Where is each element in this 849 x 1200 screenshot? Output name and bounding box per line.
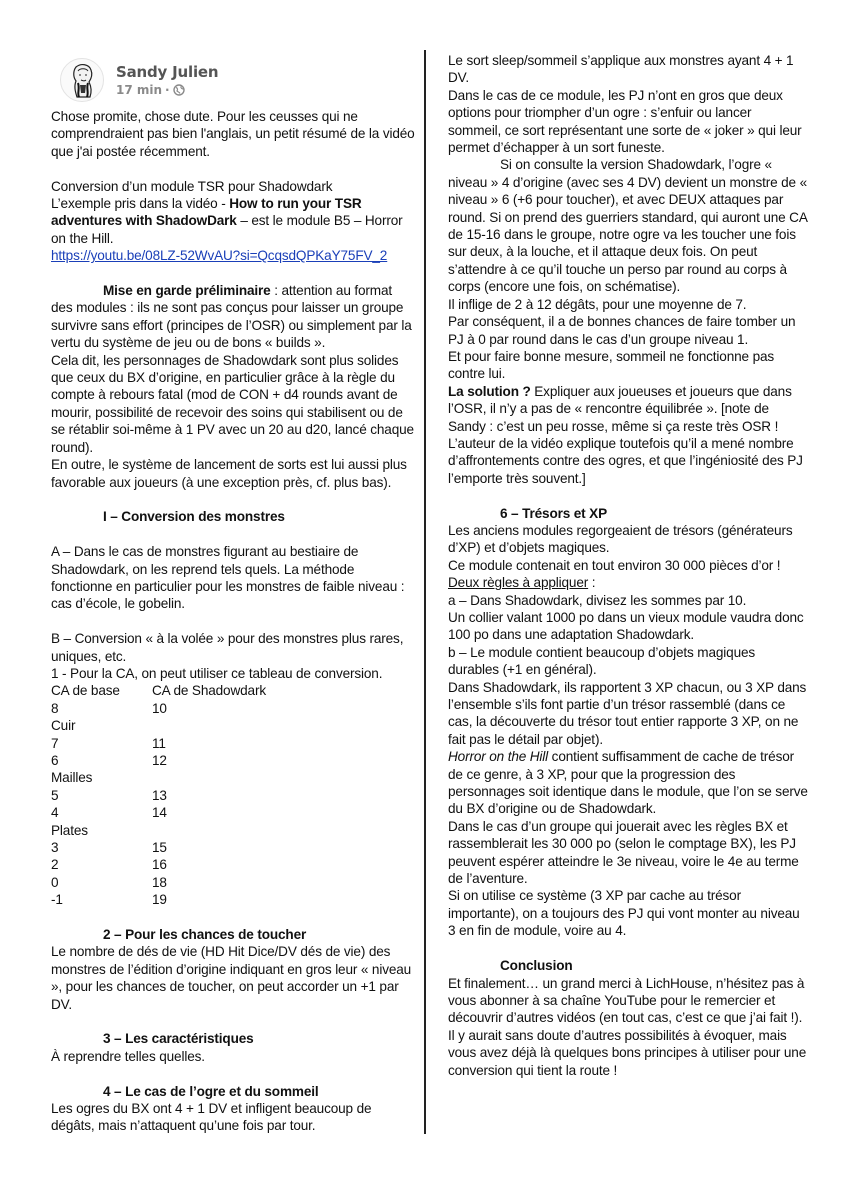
table-cell: 3 bbox=[51, 839, 59, 855]
warning-text: : attention au format des modules : ils ne sont pas conçus pour laisser un groupe survivre sans effort (principes de l’OSR) ou simplement par la vertu du système de jeu ou de bons « builds ». bbox=[51, 283, 412, 351]
consequence-paragraph: Par conséquent, il a de bonnes chances de faire tomber un PJ à 0 par round dans le cas d’un groupe niveau 1. bbox=[448, 314, 796, 347]
table-cell: 0 bbox=[51, 874, 59, 890]
table-row bbox=[51, 804, 266, 821]
author-block bbox=[116, 63, 218, 97]
rules-label-line bbox=[448, 574, 808, 591]
sleep-immunity-paragraph: Et pour faire bonne mesure, sommeil ne fonctionne pas contre lui. bbox=[448, 348, 775, 382]
conclusion-p2: Il y aurait sans doute d’autres possibilités à évoquer, mais vous avez déjà là quelques bons principes à utiliser pour une conversion qui tient la route ! bbox=[448, 1027, 807, 1078]
conclusion-p1: Et finalement… un grand merci à LichHouse, n’hésitez pas à vous abonner à sa chaîne YouTube pour le remercier et découvrir d’autres vidéos (en tout cas, c’est ce que j’ai fait !). bbox=[448, 975, 805, 1026]
table-row bbox=[51, 787, 266, 804]
rule-b-text: Dans Shadowdark, ils rapportent 3 XP chacun, ou 3 XP dans l’ensemble s’ils font partie d’un trésor rassemblé (dans ce cas, la découverte du trésor tout entier rapporte 3 XP, on ne fait pas le détail par objet). bbox=[448, 679, 807, 747]
video-reference-prefix: L’exemple pris dans la vidéo - bbox=[51, 196, 230, 212]
table-row bbox=[51, 735, 266, 752]
post-header bbox=[60, 55, 218, 105]
rules-label: Deux règles à appliquer bbox=[448, 575, 589, 591]
table-cell: 19 bbox=[152, 892, 167, 908]
rule-a: a – Dans Shadowdark, divisez les sommes par 10. bbox=[448, 592, 747, 608]
table-row bbox=[51, 752, 266, 769]
section-heading-monsters: I – Conversion des monstres bbox=[103, 509, 285, 525]
damage-paragraph: Il inflige de 2 à 12 dégâts, pour une moyenne de 7. bbox=[448, 296, 747, 312]
ca-conversion-table bbox=[51, 682, 266, 908]
solution-label: La solution ? bbox=[448, 383, 531, 399]
section-heading-ogre: 4 – Le cas de l’ogre et du sommeil bbox=[103, 1083, 319, 1099]
table-cell: 4 bbox=[51, 805, 59, 821]
table-cell: 5 bbox=[51, 787, 59, 803]
survival-paragraph: Cela dit, les personnages de Shadowdark sont plus solides que ceux du BX d’origine, en particulier grâce à la règle du compte à rebours fatal (mod de CON + d4 rounds avant de mourir, possibilité de recevoir des soins qui stabilisent ou de se rétablir soi-même à 1 PV avec un 20 au d20, lancé chaque round). bbox=[51, 352, 414, 455]
system-paragraph: Si on utilise ce système (3 XP par cache au trésor importante), on a toujours des PJ qui vont monter au niveau 3 en fin de module, voire au 4. bbox=[448, 888, 800, 939]
shadowdark-ogre-paragraph: Si on consulte la version Shadowdark, l’ogre « niveau » 4 d’origine (avec ses 4 DV) devient un monstre de « niveau » 6 (+6 pour toucher), et avec DEUX attaques par round. Si on prend des guerriers standard, qui auront une CA de 15-16 dans le groupe, notre ogre va les toucher une fois sur deux, à la louche, et il attaque deux fois. On peut s’attendre à ce qu’il touche un perso par round au corps à corps (encore une fois, on schématise). bbox=[448, 157, 808, 295]
intro-paragraph: Chose promite, chose dute. Pour les ceusses qui ne comprendraient pas bien l'anglais, un petit résumé de la vidéo que j'ai postée récemment. bbox=[51, 109, 415, 159]
table-cell: Cuir bbox=[51, 718, 76, 734]
section1-b1: 1 - Pour la CA, on peut utiliser ce tableau de conversion. bbox=[51, 665, 383, 681]
table-header: CA de base bbox=[51, 683, 120, 699]
horror-text: contient suffisamment de cache de trésor de ce genre, à 3 XP, pour que la progression des personnages soit identique dans le module, que l’on se serve du BX d’origine ou de Shadowdark. bbox=[448, 749, 808, 817]
table-cell: 13 bbox=[152, 787, 167, 803]
table-cell bbox=[152, 822, 266, 839]
left-column bbox=[51, 108, 416, 1135]
rules-suffix: : bbox=[588, 575, 596, 591]
table-row bbox=[51, 891, 266, 908]
table-cell: 2 bbox=[51, 857, 59, 873]
rule-b: b – Le module contient beaucoup d’objets magiques durables (+1 en général). bbox=[448, 644, 756, 678]
video-reference-suffix: – est le module B5 – Horror on the Hill. bbox=[51, 213, 403, 246]
spellcasting-paragraph: En outre, le système de lancement de sorts est lui aussi plus favorable aux joueurs (à une exception près, cf. plus bas). bbox=[51, 457, 407, 490]
table-cell bbox=[152, 717, 266, 734]
table-row bbox=[51, 769, 266, 786]
solution-text: Expliquer aux joueuses et joueurs que dans l’OSR, il n’y a pas de « rencontre équilibrée ». [note de Sandy : c’est un peu rosse, même si ça reste très OSR ! L’auteur de la vidéo explique toutefois qu’il a mené nombre d’affrontements contre des ogres, et que l’ingéniosité des PJ l’emporte très souvent.] bbox=[448, 383, 803, 486]
bx-paragraph: Dans le cas d’un groupe qui jouerait avec les règles BX et rassemblerait les 30 000 po (selon le comptage BX), les PJ peuvent espérer atteindre le 3e niveau, voire le 4e au terme de l’aventure. bbox=[448, 818, 799, 887]
table-cell: 15 bbox=[152, 839, 167, 855]
warning-label: Mise en garde préliminaire bbox=[103, 283, 271, 299]
section-heading-characteristics: 3 – Les caractéristiques bbox=[103, 1031, 254, 1047]
section-heading-conclusion: Conclusion bbox=[500, 958, 573, 974]
solution-paragraph bbox=[448, 383, 808, 487]
sleep-paragraph: Le sort sleep/sommeil s’applique aux monstres ayant 4 + 1 DV. bbox=[448, 53, 794, 86]
table-cell: Mailles bbox=[51, 770, 93, 786]
table-header-row bbox=[51, 682, 266, 699]
section2-text: Le nombre de dés de vie (HD Hit Dice/DV dés de vie) des monstres de l’édition d’origine indiquant en gros leur « niveau », pour les chances de toucher, on peut accorder un +1 par DV. bbox=[51, 944, 412, 1012]
table-row bbox=[51, 839, 266, 856]
table-cell: 12 bbox=[152, 752, 167, 768]
table-cell: 8 bbox=[51, 700, 59, 716]
table-cell: -1 bbox=[51, 892, 63, 908]
treasure-p2: Ce module contenait en tout environ 30 000 pièces d’or ! bbox=[448, 557, 781, 573]
table-cell: 14 bbox=[152, 805, 167, 821]
globe-icon[interactable] bbox=[173, 84, 185, 96]
table-cell: 7 bbox=[51, 735, 59, 751]
table-cell: 16 bbox=[152, 857, 167, 873]
section-heading-hit-chances: 2 – Pour les chances de toucher bbox=[103, 927, 307, 942]
column-divider bbox=[424, 50, 426, 1134]
table-row bbox=[51, 822, 266, 839]
table-row bbox=[51, 700, 266, 717]
section-heading-treasure: 6 – Trésors et XP bbox=[500, 505, 608, 521]
section1-b: B – Conversion « à la volée » pour des monstres plus rares, uniques, etc. bbox=[51, 631, 404, 664]
table-cell: Plates bbox=[51, 822, 88, 838]
treasure-p1: Les anciens modules regorgeaient de trésors (générateurs d’XP) et d’objets magiques. bbox=[448, 522, 793, 556]
warning-paragraph bbox=[51, 282, 416, 352]
video-title: How to run your TSR adventures with ShadowDark bbox=[51, 196, 362, 229]
rule-a-example: Un collier valant 1000 po dans un vieux module vaudra donc 100 po dans une adaptation Shadowdark. bbox=[448, 609, 804, 643]
table-cell bbox=[152, 769, 266, 786]
table-cell: 10 bbox=[152, 700, 167, 716]
youtube-link[interactable]: https://youtu.be/08LZ-52WvAU?si=QcqsdQPKaY75FV_2 bbox=[51, 248, 388, 264]
table-row bbox=[51, 856, 266, 873]
table-cell: 6 bbox=[51, 752, 59, 768]
video-reference bbox=[51, 195, 416, 247]
post-meta bbox=[116, 83, 218, 97]
author-name[interactable]: Sandy Julien bbox=[116, 63, 219, 81]
table-header: CA de Shadowdark bbox=[152, 683, 266, 699]
avatar-portrait-icon bbox=[61, 59, 104, 102]
post-time[interactable]: 17 min bbox=[116, 83, 163, 97]
table-row bbox=[51, 717, 266, 734]
avatar[interactable] bbox=[60, 58, 104, 102]
module-title: Horror on the Hill bbox=[448, 749, 549, 765]
options-paragraph: Dans le cas de ce module, les PJ n’ont en gros que deux options pour triompher d’un ogre : s’enfuir ou lancer sommeil, ce sort représentant une sorte de « joker » qui leur permet d’échapper à un sort funeste. bbox=[448, 87, 802, 156]
subject-line: Conversion d’un module TSR pour Shadowdark bbox=[51, 178, 333, 194]
section3-text: À reprendre telles quelles. bbox=[51, 1048, 205, 1064]
table-cell: 18 bbox=[152, 874, 167, 890]
section1-a: A – Dans le cas de monstres figurant au bestiaire de Shadowdark, on les reprend tels quels. La méthode fonctionne en particulier pour les monstres de faible niveau : cas d’école, le gobelin. bbox=[51, 544, 405, 612]
right-column bbox=[448, 52, 808, 1079]
horror-paragraph bbox=[448, 748, 808, 818]
table-row bbox=[51, 874, 266, 891]
meta-separator: · bbox=[165, 83, 170, 97]
section4-text: Les ogres du BX ont 4 + 1 DV et infligent beaucoup de dégâts, mais n’attaquent qu’une fois par tour. bbox=[51, 1101, 372, 1134]
table-cell: 11 bbox=[152, 735, 166, 751]
